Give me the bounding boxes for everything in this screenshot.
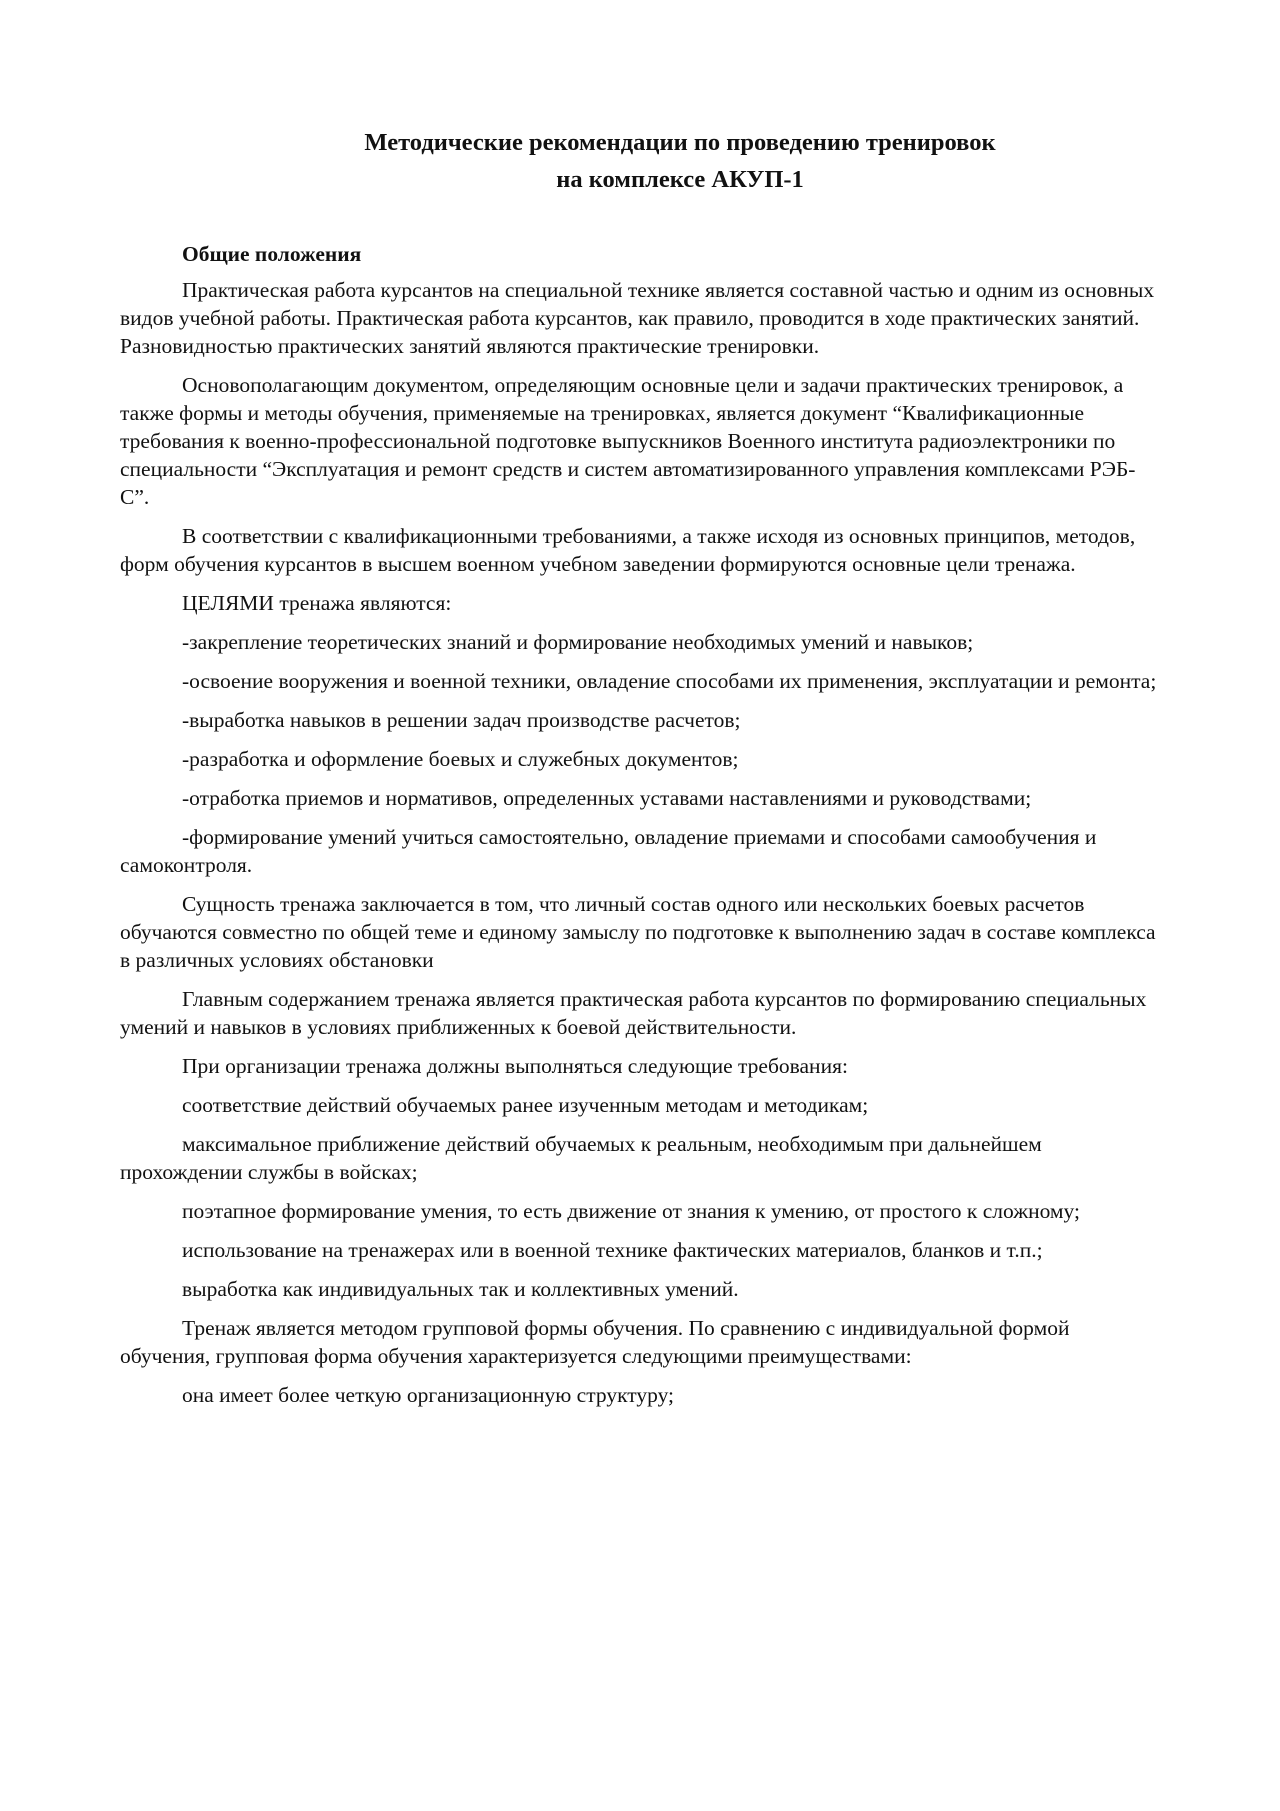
paragraph: Практическая работа курсантов на специальной технике является составной частью и одним из основных видов учебной работы. Практическая работа курсантов, как правило, проводится в ходе практических занятий. Разновидностью практических занятий являются практические тренировки. <box>120 278 1155 358</box>
list-item: использование на тренажерах или в военной технике фактических материалов, бланков и т.п.; <box>182 1238 1043 1262</box>
list-item: -освоение вооружения и военной техники, овладение способами их применения, эксплуатации и ремонта; <box>182 669 1157 693</box>
section-heading: Общие положения <box>182 242 362 266</box>
document-body <box>120 276 1160 1409</box>
list-item: поэтапное формирование умения, то есть движение от знания к умению, от простого к сложному; <box>182 1199 1080 1223</box>
paragraph: Главным содержанием тренажа является практическая работа курсантов по формированию специальных умений и навыков в условиях приближенных к боевой действительности. <box>120 987 1147 1039</box>
list-item: максимальное приближение действий обучаемых к реальным, необходимым при дальнейшем прохождении службы в войсках; <box>120 1132 1042 1184</box>
list-item: выработка как индивидуальных так и коллективных умений. <box>182 1277 739 1301</box>
paragraph: Сущность тренажа заключается в том, что личный состав одного или нескольких боевых расчетов обучаются совместно по общей теме и единому замыслу по подготовке к выполнению задач в составе комплекса в различных условиях обстановки <box>120 892 1156 972</box>
paragraph: Тренаж является методом групповой формы обучения. По сравнению с индивидуальной формой обучения, групповая форма обучения характеризуется следующими преимуществами: <box>120 1316 1070 1368</box>
list-item: -выработка навыков в решении задач производстве расчетов; <box>182 708 741 732</box>
paragraph: В соответствии с квалификационными требованиями, а также исходя из основных принципов, методов, форм обучения курсантов в высшем военном учебном заведении формируются основные цели тренажа. <box>120 524 1136 576</box>
list-item: -закрепление теоретических знаний и формирование необходимых умений и навыков; <box>182 630 974 654</box>
list-item: она имеет более четкую организационную структуру; <box>182 1383 675 1407</box>
title-line-2: на комплексе АКУП-1 <box>556 166 804 193</box>
list-item: соответствие действий обучаемых ранее изученным методам и методикам; <box>182 1093 869 1117</box>
paragraph: При организации тренажа должны выполняться следующие требования: <box>182 1054 848 1078</box>
list-item: -отработка приемов и нормативов, определенных уставами наставлениями и руководствами; <box>182 786 1032 810</box>
paragraph: ЦЕЛЯМИ тренажа являются: <box>182 591 452 615</box>
list-item: -формирование умений учиться самостоятельно, овладение приемами и способами самообучения и самоконтроля. <box>120 825 1097 877</box>
document-title <box>200 124 1160 198</box>
title-line-1: Методические рекомендации по проведению тренировок <box>364 129 996 156</box>
paragraph: Основополагающим документом, определяющим основные цели и задачи практических тренировок, а также формы и методы обучения, применяемые на тренировках, является документ “Квалификационные требования к военно-профессиональной подготовке выпускников Военного института радиоэлектроники по специальности “Эксплуатация и ремонт средств и систем автоматизированного управления комплексами РЭБ-С”. <box>120 373 1136 509</box>
list-item: -разработка и оформление боевых и служебных документов; <box>182 747 739 771</box>
